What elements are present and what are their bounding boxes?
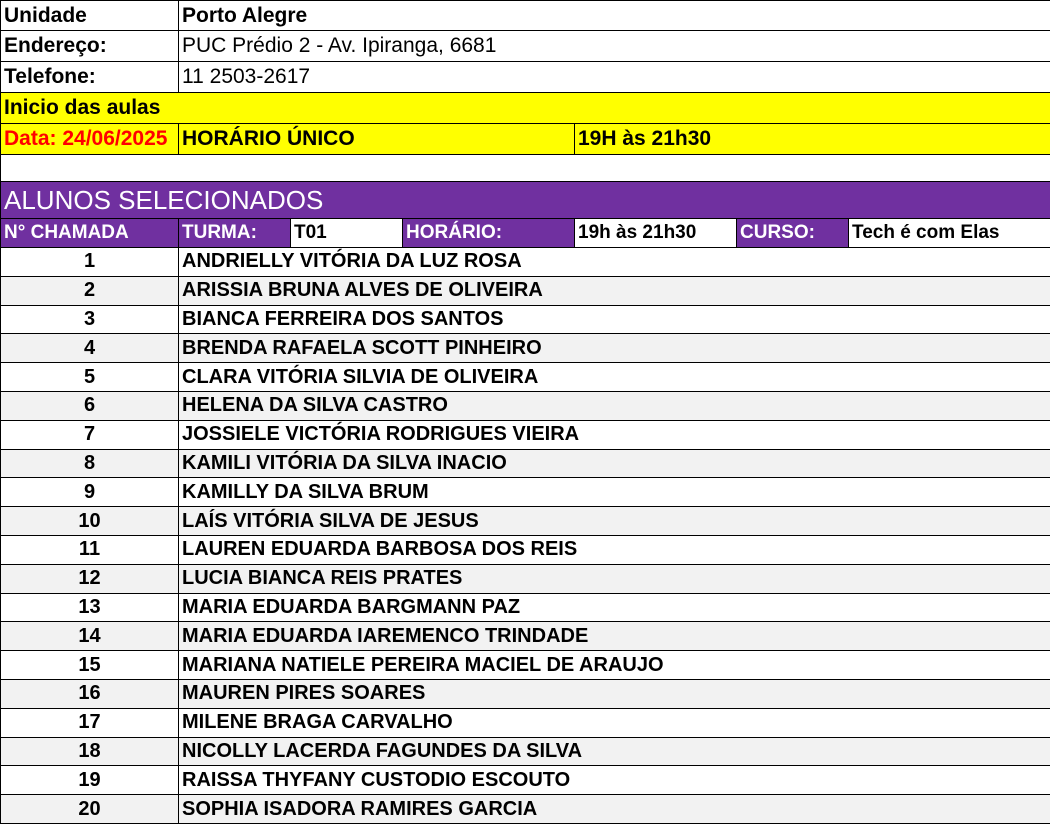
- turma-value[interactable]: T01: [291, 219, 403, 248]
- student-name[interactable]: BIANCA FERREIRA DOS SANTOS: [179, 305, 1050, 334]
- section-title[interactable]: ALUNOS SELECIONADOS: [1, 182, 1050, 219]
- table-row: [1, 564, 1050, 593]
- student-name[interactable]: MARIANA NATIELE PEREIRA MACIEL DE ARAUJO: [179, 651, 1050, 680]
- student-name[interactable]: ANDRIELLY VITÓRIA DA LUZ ROSA: [179, 248, 1050, 277]
- student-name[interactable]: KAMILLY DA SILVA BRUM: [179, 478, 1050, 507]
- student-number[interactable]: 11: [1, 535, 179, 564]
- student-number[interactable]: 7: [1, 420, 179, 449]
- curso-value[interactable]: Tech é com Elas: [849, 219, 1050, 248]
- student-name[interactable]: KAMILI VITÓRIA DA SILVA INACIO: [179, 449, 1050, 478]
- student-list: [1, 248, 1050, 824]
- student-number[interactable]: 10: [1, 507, 179, 536]
- student-number[interactable]: 12: [1, 564, 179, 593]
- endereco-label[interactable]: Endereço:: [1, 31, 179, 62]
- student-name[interactable]: BRENDA RAFAELA SCOTT PINHEIRO: [179, 334, 1050, 363]
- student-name[interactable]: LUCIA BIANCA REIS PRATES: [179, 564, 1050, 593]
- student-name[interactable]: MILENE BRAGA CARVALHO: [179, 708, 1050, 737]
- table-row: [1, 420, 1050, 449]
- table-row: [1, 651, 1050, 680]
- table-row: [1, 478, 1050, 507]
- start-date[interactable]: Data: 24/06/2025: [1, 124, 179, 155]
- table-row: [1, 507, 1050, 536]
- student-number[interactable]: 4: [1, 334, 179, 363]
- student-name[interactable]: MAUREN PIRES SOARES: [179, 679, 1050, 708]
- class-header: [1, 219, 1050, 248]
- table-row: [1, 391, 1050, 420]
- telefone-value[interactable]: 11 2503-2617: [179, 62, 1050, 93]
- student-name[interactable]: LAÍS VITÓRIA SILVA DE JESUS: [179, 507, 1050, 536]
- student-name[interactable]: LAUREN EDUARDA BARBOSA DOS REIS: [179, 535, 1050, 564]
- start-info: [1, 93, 1050, 155]
- student-number[interactable]: 18: [1, 737, 179, 766]
- table-row: [1, 622, 1050, 651]
- student-number[interactable]: 19: [1, 766, 179, 795]
- student-name[interactable]: CLARA VITÓRIA SILVIA DE OLIVEIRA: [179, 363, 1050, 392]
- student-name[interactable]: NICOLLY LACERDA FAGUNDES DA SILVA: [179, 737, 1050, 766]
- student-number[interactable]: 1: [1, 248, 179, 277]
- curso-label[interactable]: CURSO:: [737, 219, 849, 248]
- table-row: [1, 276, 1050, 305]
- student-name[interactable]: HELENA DA SILVA CASTRO: [179, 391, 1050, 420]
- table-row: [1, 248, 1050, 277]
- horario-value[interactable]: 19h às 21h30: [575, 219, 737, 248]
- student-name[interactable]: ARISSIA BRUNA ALVES DE OLIVEIRA: [179, 276, 1050, 305]
- student-number[interactable]: 15: [1, 651, 179, 680]
- table-row: [1, 708, 1050, 737]
- student-number[interactable]: 2: [1, 276, 179, 305]
- student-name[interactable]: SOPHIA ISADORA RAMIRES GARCIA: [179, 795, 1050, 824]
- student-number[interactable]: 17: [1, 708, 179, 737]
- student-number[interactable]: 6: [1, 391, 179, 420]
- start-heading[interactable]: Inicio das aulas: [1, 93, 1050, 124]
- schedule-label[interactable]: HORÁRIO ÚNICO: [179, 124, 575, 155]
- student-number[interactable]: 13: [1, 593, 179, 622]
- telefone-label[interactable]: Telefone:: [1, 62, 179, 93]
- horario-label[interactable]: HORÁRIO:: [403, 219, 575, 248]
- table-row: [1, 363, 1050, 392]
- student-name[interactable]: MARIA EDUARDA IAREMENCO TRINDADE: [179, 622, 1050, 651]
- table-row: [1, 593, 1050, 622]
- table-row: [1, 449, 1050, 478]
- table-row: [1, 795, 1050, 824]
- table-row: [1, 305, 1050, 334]
- student-number[interactable]: 3: [1, 305, 179, 334]
- student-name[interactable]: JOSSIELE VICTÓRIA RODRIGUES VIEIRA: [179, 420, 1050, 449]
- student-number[interactable]: 8: [1, 449, 179, 478]
- unit-info: [1, 1, 1050, 93]
- table-row: [1, 766, 1050, 795]
- spacer-row[interactable]: [1, 155, 1050, 182]
- student-number[interactable]: 16: [1, 679, 179, 708]
- table-row: [1, 737, 1050, 766]
- turma-label[interactable]: TURMA:: [179, 219, 291, 248]
- table-row: [1, 679, 1050, 708]
- table-row: [1, 334, 1050, 363]
- endereco-value[interactable]: PUC Prédio 2 - Av. Ipiranga, 6681: [179, 31, 1050, 62]
- student-number[interactable]: 14: [1, 622, 179, 651]
- student-number[interactable]: 20: [1, 795, 179, 824]
- student-name[interactable]: RAISSA THYFANY CUSTODIO ESCOUTO: [179, 766, 1050, 795]
- student-name[interactable]: MARIA EDUARDA BARGMANN PAZ: [179, 593, 1050, 622]
- unidade-label[interactable]: Unidade: [1, 1, 179, 31]
- unidade-value[interactable]: Porto Alegre: [179, 1, 1050, 31]
- schedule-value[interactable]: 19H às 21h30: [575, 124, 1050, 155]
- chamada-header[interactable]: N° CHAMADA: [1, 219, 179, 248]
- student-number[interactable]: 5: [1, 363, 179, 392]
- table-row: [1, 535, 1050, 564]
- student-number[interactable]: 9: [1, 478, 179, 507]
